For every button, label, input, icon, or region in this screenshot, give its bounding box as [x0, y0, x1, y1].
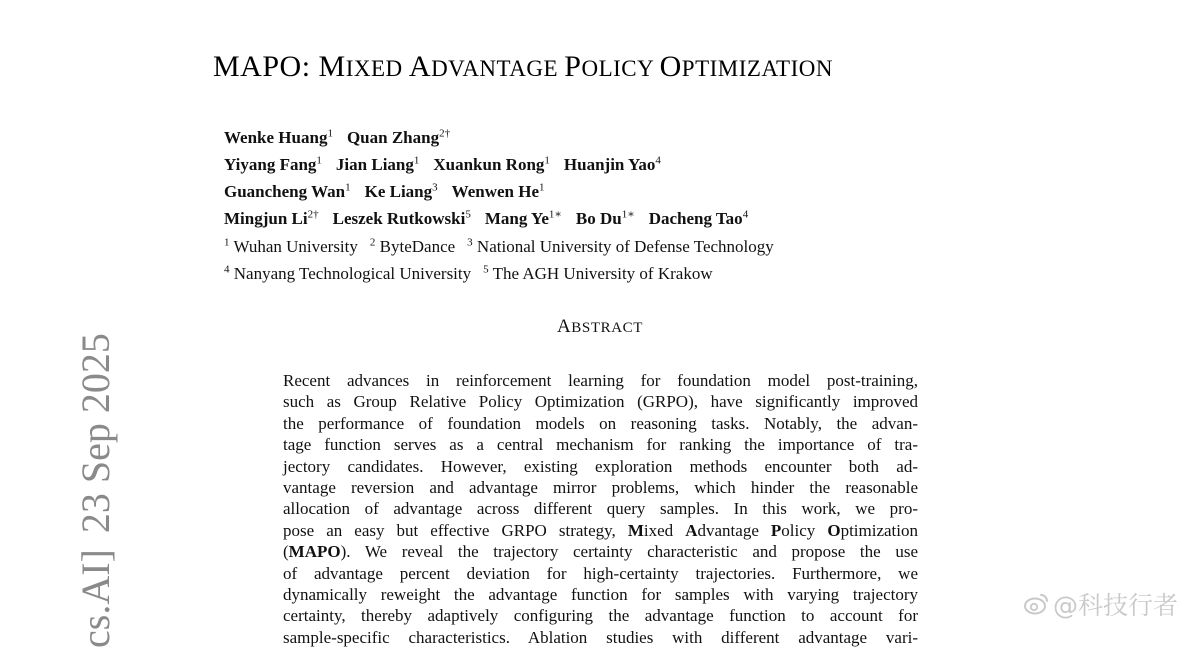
author-affiliation-mark: 5	[465, 208, 471, 221]
abstract-heading-rest: BSTRACT	[571, 320, 644, 336]
author	[485, 209, 562, 228]
author	[365, 182, 438, 201]
abstract-line: sample-specific characteristics. Ablation studies with different advantage vari-	[283, 627, 918, 647]
author	[224, 209, 319, 228]
author	[347, 128, 450, 147]
author-affiliation-mark: 1	[345, 181, 351, 194]
affiliation-name: ByteDance	[379, 236, 456, 256]
affiliation-number: 2	[369, 236, 376, 248]
affiliation-number: 3	[467, 236, 473, 248]
author	[433, 155, 550, 174]
abstract-heading-initial: A	[556, 316, 572, 337]
author	[564, 155, 661, 174]
author-name: Wenke Huang	[224, 127, 328, 147]
author-line	[224, 204, 924, 231]
author-name: Huanjin Yao	[563, 154, 656, 174]
author	[224, 128, 333, 147]
author-affiliation-mark: 1	[316, 154, 322, 167]
affiliation	[467, 237, 774, 256]
weibo-logo-icon	[1023, 591, 1049, 617]
affiliation-name: Wuhan University	[233, 236, 358, 256]
paper-title	[213, 50, 993, 84]
author-name: Mang Ye	[484, 209, 549, 229]
abstract-line: of advantage percent deviation for high-certainty trajectories. Furthermore, we	[283, 563, 918, 583]
author-name: Wenwen He	[451, 182, 539, 202]
author	[224, 155, 322, 174]
author-name: Guancheng Wan	[224, 182, 346, 202]
abstract-line: vantage reversion and advantage mirror problems, which hinder the reasonable	[283, 477, 918, 497]
affiliation	[370, 237, 455, 256]
author	[649, 209, 749, 228]
author	[576, 209, 635, 228]
author-line	[224, 177, 924, 204]
author-line	[224, 122, 924, 149]
affiliation-name: National University of Defense Technology	[476, 236, 774, 256]
author-name: Quan Zhang	[346, 127, 440, 147]
abstract-line: allocation of advantage across different query samples. In this work, we pro-	[283, 499, 918, 519]
abstract-line: pose an easy but effective GRPO strategy, Mixed Advantage Policy Optimization	[283, 520, 918, 540]
affiliation-number: 4	[224, 263, 230, 276]
author-line	[224, 149, 924, 176]
abstract-heading	[0, 316, 1200, 338]
title-part-large: A	[408, 50, 432, 83]
title-part-smallcaps: DVANTAGE	[431, 56, 565, 81]
author	[336, 155, 419, 174]
author-affiliation-mark: 1	[544, 154, 550, 167]
author-name: Mingjun Li	[224, 209, 308, 229]
abstract-body	[283, 370, 918, 648]
author-name: Ke Liang	[364, 182, 433, 202]
author-block	[224, 122, 924, 286]
title-part-smallcaps: OLICY	[581, 56, 660, 81]
arxiv-sidebar-stamp	[72, 333, 119, 648]
title-part-large: O	[659, 50, 682, 83]
author-affiliation-mark: 4	[655, 154, 661, 167]
title-part-large: MAPO: M	[213, 50, 346, 83]
author-affiliation-mark: 1∗	[548, 208, 562, 221]
watermark	[1023, 586, 1178, 622]
title-part-smallcaps: IXED	[345, 56, 409, 81]
author	[224, 182, 351, 201]
watermark-text: @科技行者	[1052, 591, 1178, 620]
abstract-line: (MAPO). We reveal the trajectory certainty characteristic and propose the use	[283, 542, 918, 562]
affiliation-name: Nanyang Technological University	[233, 263, 472, 283]
author-affiliation-mark: 2†	[307, 208, 319, 221]
affiliation-name: The AGH University of Krakow	[492, 263, 713, 283]
title-part-smallcaps: PTIMIZATION	[681, 56, 833, 81]
author-affiliation-mark: 4	[742, 208, 749, 221]
abstract-line: the performance of foundation models on reasoning tasks. Notably, the advan-	[283, 413, 918, 433]
author-affiliation-mark: 2†	[439, 127, 451, 139]
author	[452, 182, 545, 201]
author-name: Bo Du	[575, 209, 622, 229]
affiliation-number: 1	[224, 236, 230, 248]
author-name: Jian Liang	[335, 154, 414, 174]
affiliation	[483, 264, 712, 283]
abstract-line: Recent advances in reinforcement learning for foundation model post-training,	[283, 371, 918, 390]
abstract-line: certainty, thereby adaptively configuring the advantage function to account for	[283, 606, 918, 626]
abstract-line: such as Group Relative Policy Optimization (GRPO), have significantly improved	[283, 392, 918, 412]
author	[333, 209, 471, 228]
author-name: Xuankun Rong	[433, 154, 545, 174]
arxiv-date: 23 Sep 2025	[73, 333, 118, 534]
author-affiliation-mark: 1	[327, 127, 333, 139]
affiliation-line	[224, 258, 924, 285]
author-name: Leszek Rutkowski	[332, 209, 466, 229]
affiliation	[224, 237, 358, 256]
affiliation-line	[224, 231, 924, 258]
author-affiliation-mark: 3	[432, 181, 438, 194]
author-affiliation-mark: 1	[413, 154, 420, 167]
abstract-line: dynamically reweight the advantage function for samples with varying trajectory	[283, 584, 918, 604]
affiliation-number: 5	[483, 263, 489, 276]
author-name: Dacheng Tao	[648, 209, 743, 229]
author-affiliation-mark: 1∗	[621, 208, 635, 221]
abstract-line: jectory candidates. However, existing exploration methods encounter both ad-	[283, 456, 918, 476]
author-affiliation-mark: 1	[539, 181, 545, 194]
arxiv-category: cs.AI]	[73, 549, 118, 648]
abstract-line: tage function serves as a central mechanism for ranking the importance of tra-	[283, 435, 918, 455]
author-name: Yiyang Fang	[224, 154, 317, 174]
title-part-large: P	[564, 50, 582, 83]
affiliation	[224, 264, 471, 283]
